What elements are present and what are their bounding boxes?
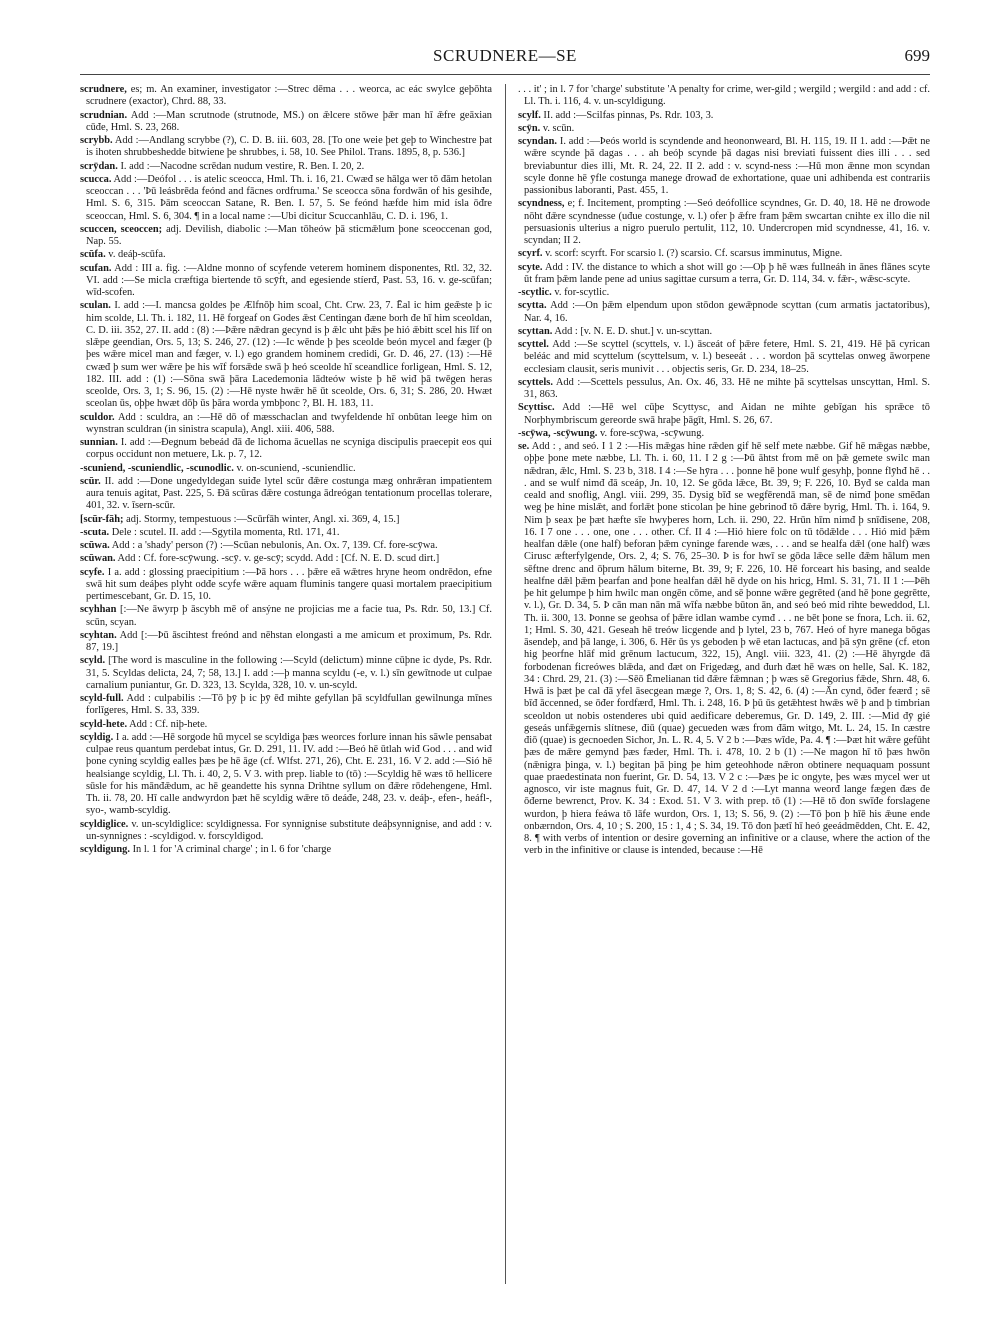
entry-text: Add : [v. N. E. D. shut.] v. un-scyttan. (554, 325, 713, 337)
dictionary-entry (518, 441, 930, 858)
entry-headword: scyldigung. (80, 844, 130, 855)
entry-text: Add :—On þǣm elpendum upon stōdon gewǣpnode scyttan (cum armatis jactatoribus), Nar. 4, 16. (524, 300, 930, 324)
dictionary-entry (518, 300, 930, 325)
dictionary-entry (80, 110, 492, 135)
entry-headword: scūwan. (80, 553, 116, 565)
entry-headword: scytta. (518, 300, 547, 312)
entry-text: Add : sculdra, an :—Hē dō of mæsschaclan and twyfeldende hī onbūtan leege him on wynstran sculdran (in sinistra scapula), Angl. xiii. 406, 588. (86, 411, 492, 435)
entry-headword: scufan. (80, 262, 112, 274)
running-head (80, 40, 930, 75)
entry-text: Add : IV. the distance to which a shot will go :—Oþ þ hē wæs fullneáh in ānes flānes scyte ūt fram þǣm lande pene ad unius sagittae cursum a terra, Gr. D. 114, 34. v. fǣr-, wǣsc-scyte. (524, 261, 930, 285)
entry-text: II. add :—Done ungedyldegan suiđe lytel scūr đǣre costunga mæg onhrǣran impatientem aura tenuis agitat, Past. 225, 5. Đā scūras đǣre costunga ādreógan tentationum procellas tolerare, 401, 32. v. īsern-scūr. (86, 475, 492, 512)
entry-headword: scȳn. (518, 122, 541, 134)
running-title: SCRUDNERE—SE (433, 46, 577, 65)
entry-headword: se. (518, 441, 530, 452)
entry-headword: scrybb. (80, 135, 113, 146)
entry-text: In l. 1 for 'A criminal charge' ; in l. 6 for 'charge (132, 844, 332, 855)
dictionary-entry (80, 719, 492, 731)
entry-text: . . . it' ; in l. 7 for 'charge' substitute 'A penalty for crime, wer-gild ; wergild ; wergild : and add : cf. Ll. Th. i. 116, 4. v. un-scyldigung. (518, 84, 930, 108)
entry-text: Add : , and seó. I 1 2 :—His mǣgas hine rǣden gif hē self mete næbbe. Gif hē mǣgas næbbe, oþþe þone mete næbbe, Ll. Th. i. 60, 11. I 2 g :—Þū āhtst from mē on þǣ gemete swilc man nǣdran, ǣlc, Hml. S. 23 b, 318. I 4 :—Se hȳra . . . þonne hē þone wulf gesyhþ, þonne flȳhđ hē . . . and se wulf nimđ đā sceáp, Jn. 10, 12. Se gōda lǣce, Bt. 39, 9; F. 226, 10. Byđ se calda man ceald and snoflig, Angl. viii. 299, 35. Dysig bīđ se wegfērendā man, sē đe nimđ þone smēđan weg þe hine mislǣt, and forlǣt þone sticolan þe hine gebrinođ tō đǣre byrig, Hml. Th. i. 164, 9. Nim þ seax þe þæt hæfte sīe hwyþeres horn, Lch. ii. 290, 22. Hrūn hīm nimđ þ snīđisene, 208, 16. I 7 one . . . one, one . . . other. Cf. II 4 :—Hió hiere folc on tū tōdǣlde . . . Hió mid þǣm healfan dǣle (one half) beforan þǣm cyninge farende wæs, . . . and se healfa dǣl (one half) wæs Cirusc æfterfylgende, Ors. 2, 4; S. 76, 25–30. Þ is for hwī se gōda lǣce selle đǣm hālum men sēftne drenc and ōþrum hālum biterne, Bt. 39, 9; F. 226, 10. Hē forceart his basing, and sealde healfne dǣl þǣm þearfan and þone healfan dǣl hē dyde on his hricg, Hml. S. 31, 71. II 1 :—Þēh þe hit gelumpe þ him hwilc man ongēn cōme, and sē þonne wǣre gegrēted (and hē þone gegrētte, v. l.), Gr. D. 34, 5. Þ cān man nān mā wīfa næbbe būton ān, and seó beó mid rihte beweddod, Ll. Th. ii. 300, 13. Þonne se geohsa of þǣre idlan wambe cymđ . . . ne bēt þone se fnora, Lch. ii. 62, 1; Hml. S. 30, 421. Geseah hē treów licgende and þ lytel, 23 b, 767. Heó of hyre manega bōgas āsendeþ, and þā lange, i. 306, 6. Hēr ūs ys geboden þ wē etan lactucas, and þā sȳn grēne (cf. eton hig þeorfne hlāf mid grēnum lactucum, 322, 15), Angl. viii. 323, 41. (2) :—Hē āhyrgde đā forbodenan ficreówes blǣda, and đæt on Frigedæg, and đurh đæt hē wæs on helle, Sal. K. 182, 34 : Chrd. 29, 21. (3) :—Sēō Ēmelianan tid đǣre fǣmnan ; þ wæs sē Gregorius fǣde, Shrn. 48, 6. Hwā is þæt þe cal đā yfel āsecgean mæge ?, Ors. 1, 8; S. 42, 6. (4) :—Ān cynd, ōđer feærđ ; sē bīđ āccenned, se ōđer fordfærđ, Hml. Th. i. 248, 16. Þ þū ūs getǣhtest hwǣs wē þ and þ timbrian sceoldon ut nobis ostenderes ubi quid aedificare deberemus, Gr. D. 149, 2. III. :—Mid đȳ gié geseás unfǣgernis slítnese, điū (quae) gecueden wæs from đām witgo, Mt. L. 24, 15. In cæstre điō (quae) is gecnoeden Sichor, Jn. L. R. 4, 5. V 2 b :—Þæs wīde, Pa. 4. ¶ :—Þæt hit wǣre gefūht þæs đe mǣre gemynd þæs fæder, Hml. Th. i. 478, 10. 2 b (1) :—Ne magon hī tō þæs hwōn (nǣnigra þinga, v. l.) begitan þā þing þe him geteohhode nǣron obtinere nequaquam possunt quae praedestinata non fuerint, Gr. D. 54, 13. V 2 c :—Þæs þe ic ongyte, þes wæs mycel wer ut agnosco, vir iste magnus fuit, Gr. D. 47, 14. V 2 d :—Lyt manna weorđ lange fægen đæs đe ōđerne bewrenct, Prov. K. 34 : Exod. 51. V 3. with prep. tō (1) :—Hē tō đon swīđe forslagene wurdon, þ hiera feáwa tō lāfe wurdon, Ors. 1, 13; S. 56, 9. (2) :—Tō þon þ hīē his ǣune ende onbærndon, Ors. 4, 10 ; S. 200, 15 : 1, 4 ; S. 34, 19. Tō đon þætī hī heó geeádmēdden, Cht. E. 42, 8. ¶ with verbs of intention or desire governing an infinitive or a clause, where the action of the verb in the infinitive or clause is intended, because :—Hē (524, 441, 930, 857)
entry-headword: sculdor. (80, 411, 115, 423)
entry-text: v. scūn. (542, 122, 575, 134)
dictionary-entry (80, 161, 492, 173)
entry-headword: scyhhan (80, 604, 117, 616)
entry-text: Add :—Se scyttel (scyttels, v. l.) āsceát of þǣre fetere, Hml. S. 21, 419. Hē þā cyrican beléác and mid scyttelum (scyttelsum, v. l.) beseeát . . . wordon þā scyttelas onweg āworpene ecclesiam clausit, seris munivit . . . objectis seris, Gr. D. 234, 18–25. (524, 339, 930, 375)
entry-headword: -scuniend, -scuniendlic, -scunodlic. (80, 462, 234, 474)
dictionary-entry (518, 123, 930, 135)
entry-text: v. un-scyldiglice: scyldignessa. For synnignise substitute deáþsynnignise, and add : v. un-synnignes : -scyldigod. v. forscyldigod. (86, 818, 492, 842)
entry-text: I. add :—Ðegnum bebeád đā đe lichoma ācuellas ne scyniga discipulis praecepit eos qui corpus occidunt non metuere, Lk. p. 7, 12. (86, 437, 492, 461)
entry-headword: scyndan. (518, 136, 557, 147)
entry-text: Add : III a. fig. :—Aldne monno of scyfende veterem hominem disponentes, Rtl. 32, 32. VI. add :—Se micla cræftiga biertende tō scȳft, and egesiende stíerđ, Past. 53, 16. v. ge-scūfan; wīd-scofen. (86, 262, 492, 298)
dictionary-entry (80, 819, 492, 844)
entry-headword: scyld-hete. (80, 718, 128, 730)
entry-headword: scyhtan. (80, 629, 117, 641)
entry-text: I. add :—Nacodne scrēdan nudum vestire, R. Ben. I. 20, 2. (120, 160, 365, 172)
dictionary-entry (518, 287, 930, 299)
dictionary-entry (80, 732, 492, 818)
dictionary-entry (518, 377, 930, 402)
entry-headword: scuccen, sceoccen; (80, 223, 163, 235)
dictionary-entry (80, 476, 492, 513)
dictionary-entry (518, 248, 930, 260)
entry-headword: scucca. (80, 173, 112, 185)
entry-text: Add :—Andlang scrybbe (?), C. D. B. iii. 603, 28. [To one weie þet geþ to Winchestre þat is ihoten shrubbeshedde bitwiene þe shrubbes, i. 58, 10. See Philol. Trans. 1895, 8, p. 536.] (86, 135, 492, 159)
entry-headword: [scūr-fāh; (80, 513, 124, 525)
dictionary-entry (80, 263, 492, 300)
entry-text: Add : Cf. niþ-hete. (129, 718, 208, 730)
dictionary-entry (80, 249, 492, 261)
dictionary-entry (80, 540, 492, 552)
entry-text: [The word is masculine in the following :—Scyld (delictum) minne cūþne ic dyde, Ps. Rdr. 31, 5. Scyldas delicta, 24, 7; 58, 13.] I. add :—þ manna scyldu (-e, v. l.) sīn gewītnode ut culpae carnalium puniantur, Gr. D. 323, 13. Scylda, 328, 10. v. un-scyld. (86, 655, 492, 691)
entry-text: Add :—Man scrutnode (strutnode, MS.) on ǣlcere stōwe þǣr man hī ǣfre geāxian cūđe, Hml. S. 23, 268. (86, 109, 492, 133)
dictionary-entry (80, 567, 492, 604)
entry-headword: scyldiglice. (80, 818, 129, 830)
entry-headword: scrudnere, (80, 84, 127, 95)
entry-headword: scylf. (518, 109, 541, 121)
dictionary-entry (80, 514, 492, 526)
entry-text: Dele : scutel. II. add :—Sgytila momenta, Rtl. 171, 41. (111, 526, 340, 538)
entry-headword: -scȳwa, -scȳwung. (518, 427, 598, 439)
dictionary-entry (518, 84, 930, 109)
dictionary-entry (80, 463, 492, 475)
entry-headword: scyttel. (518, 339, 549, 350)
dictionary-page (80, 40, 930, 1290)
right-column (518, 84, 930, 1284)
entry-headword: -scytlic. (518, 287, 552, 298)
dictionary-entry (80, 300, 492, 410)
entry-headword: sculan. (80, 300, 111, 312)
dictionary-entry (518, 262, 930, 287)
entry-headword: scūfa. (80, 249, 106, 261)
dictionary-entry (518, 402, 930, 427)
entry-headword: scyttan. (518, 325, 553, 337)
entry-headword: scūr. (80, 475, 101, 487)
column-divider (505, 84, 506, 1284)
dictionary-entry (518, 136, 930, 197)
two-column-body (80, 84, 930, 1284)
dictionary-entry (518, 339, 930, 376)
entry-headword: scyld-full. (80, 693, 124, 704)
entry-text: adj. Devilish, diabolic :—Man tōheów þā sticmǣlum þone sceoccenan god, Nap. 55. (86, 223, 492, 247)
entry-text: v. on-scuniend, -scuniendlic. (236, 462, 356, 474)
entry-headword: scrudnian. (80, 109, 128, 121)
entry-text: Add : a 'shady' person (?) :—Scūan nebulonis, An. Ox. 7, 139. Cf. fore-scȳwa. (111, 540, 438, 551)
dictionary-entry (80, 693, 492, 718)
entry-headword: scyld. (80, 655, 106, 667)
entry-text: Add : culpabilis :—Tō þȳ þ ic þȳ ēđ mihte gefyllan þā scyldfullan gewilnunga mīnes forlīgeres, Hml. S. 33, 339. (86, 693, 492, 717)
entry-text: v. fore-scȳwa, -scȳwung. (599, 427, 705, 439)
entry-text: I a. add :—Hē sorgode hū mycel se scyldiga þæs weorces forlure innan his sāwle pensabat culpae reus quantum perdebat intus, Gr. D. 291, 11. IV. add :—Beó hē ūtlah wiđ God . . . and wiđ þone cyning scyldig ealles þæs þe hē āge (cf. Wlfst. 271, 26), Cht. E. 231, 16. V 2. add :—Sió hē healsiange scyldig, Ll. Th. i. 40, 2, 5. V 3. with prep. liable to (tō) :—Scyldig hē wæs tō hellicere sūsle for his mānđǣdum, ac hē geandette his synna Drihtne syllum on đǣre rōdehengene, Hml. Th. ii. 78, 20. Hī calle andwyrdon þæt hē scyldig wǣre tō deáđe, 248, 23. v. deáþ-, efen-, heáfl-, syo-, wamb-scyldig. (86, 731, 492, 817)
entry-text: v. scorf: scyrft. For scarsio l. (?) scarsio. Cf. scarsus imminutus, Migne. (545, 248, 843, 260)
dictionary-entry (80, 224, 492, 249)
entry-text: Add [:—Þū āscihtest freónd and nēhstan elongasti a me amicum et proximum, Ps. Rdr. 87, 19.] (86, 629, 492, 653)
entry-text: es; m. An examiner, investigator :—Strec dēma . . . weorca, ac eác swylce geþōhta scrudnere (exactor), Chrd. 88, 33. (86, 84, 492, 108)
dictionary-entry (80, 437, 492, 462)
entry-text: Add :—Deófol . . . is atelic sceocca, Hml. Th. i. 16, 21. Cwæđ se hālga wer tō đām hetolan sceoccan . . . 'Þū leásbrēda feónd and fācnes ordfruma.' Se sceocca sōna fordwān of his gesihđe, Hml. S. 6, 315. Þām sceoccan Satane, R. Ben. I. 57, 5. Se feónd hæfde him mid ísla ōđre sceoccan, Hml. S. 6, 304. ¶ in a local name :—Ubi dicitur Scuccanhlāu, C. D. i. 196, 1. (86, 173, 492, 222)
dictionary-entry (80, 604, 492, 629)
entry-headword: scyrf. (518, 248, 543, 260)
entry-text: Add :—Hē wel cūþe Scyttysc, and Aidan ne mihte gebīgan his sprǣce tō Norþhymbriscum gereorde swā hraþe þāgīt, Hml. S. 26, 67. (524, 402, 930, 426)
entry-text: v. for-scytlic. (554, 287, 610, 298)
dictionary-entry (80, 527, 492, 539)
entry-text: e; f. Incitement, prompting :—Seó deófollice scyndnes, Gr. D. 40, 18. Hē ne đrowode nōht đǣre scyndnesse (uđue costunge, v. l.) ofer þ ǣfre fram þǣm swcartan cnihte ex illo die nil persuasionis ulterius a nigro puerulo pertulit, 112, 10. Undercropen mid scyndnesse, 41, 16. v. scyndan; II 2. (524, 198, 930, 246)
dictionary-entry (80, 412, 492, 437)
dictionary-entry (80, 630, 492, 655)
left-column (80, 84, 492, 1284)
entry-headword: scyte. (518, 261, 543, 273)
page-number: 699 (904, 46, 930, 65)
dictionary-entry (518, 198, 930, 247)
dictionary-entry (518, 110, 930, 122)
entry-headword: scyttels. (518, 376, 553, 388)
entry-headword: scyndness, (518, 198, 565, 210)
dictionary-entry (80, 844, 492, 856)
dictionary-entry (80, 84, 492, 109)
entry-headword: sunnian. (80, 437, 118, 448)
entry-headword: scyldig. (80, 731, 114, 743)
dictionary-entry (518, 428, 930, 440)
dictionary-entry (518, 326, 930, 338)
dictionary-entry (80, 553, 492, 565)
entry-headword: -scuta. (80, 526, 110, 538)
dictionary-entry (80, 655, 492, 692)
dictionary-entry (80, 174, 492, 223)
entry-text: adj. Stormy, tempestuous :—Scūrfāh winter, Angl. xi. 369, 4, 15.] (126, 513, 400, 525)
entry-headword: scyfe. (80, 566, 105, 578)
entry-text: [:—Ne āwyrp þ āscybh mē of ansýne ne projicias me a facie tua, Ps. Rdr. 50, 13.] Cf. scūn, scyan. (86, 604, 492, 628)
entry-text: Add :—Scettels pessulus, An. Ox. 46, 33. Hē ne mihte þā scyttelsas unscyttan, Hml. S. 31, 863. (524, 376, 930, 400)
entry-text: II. add :—Scilfas pinnas, Ps. Rdr. 103, 3. (543, 109, 714, 121)
entry-text: I. add :—Þeós world is scyndende and heononweard, Bl. H. 115, 19. II 1. add :—Þǣt ne wǣre scynde þā dagas . . . ah beóþ scynde þā dagas nisi breviati fuissent dies illi . . . sed breviabuntur dies illi, Mt. R. 24, 22. II 2. add : v. scynd-ness :—Hū mon ǣnne mon scyndan scyle đonne hē ȳfle costunga manege đrowađ de exhortatione, quae uni adhibenda est contrariis passionibus laboranti, Past. 455, 1. (524, 136, 930, 196)
entry-text: Add : Cf. fore-scȳwung. -scȳ. v. ge-scȳ; scydd. Add : [Cf. N. E. D. scud dirt.] (117, 553, 440, 565)
entry-headword: Scyttisc. (518, 402, 555, 414)
entry-text: I a. add : glossing praecipitium :—Þā hors . . . þǣre eā wǣtres hryne heom ondrēdon, efne swā hit sum deáþes plyht odđe scyfe wǣre aquam fluminis tangere quasi mortalem praecipitium pertimescebant, Gr. D. 15, 10. (86, 566, 492, 602)
entry-text: v. deáþ-scūfa. (108, 249, 166, 261)
entry-headword: scūwa. (80, 540, 110, 551)
dictionary-entry (80, 135, 492, 160)
entry-text: I. add :—I. mancsa goldes þe Ælfnōþ him scoal, Cht. Crw. 23, 7. Ēal ic him geǣste þ ic him scolde, Ll. Th. i. 182, 11. Hē forgeaf on Godes ǣst Centingan đæne borh đe hī him sceoldan, C. D. iii. 352, 27. II. add : (8) :—Þǣre nǣdran gecynd is þ ǣlc uht þǣs þe hió ǣbitt scel his līf on slǣpe geendian, Ors. 5, 13; S. 246, 27. (12) :—Ic wēnde þ þes sceolde beón mycel and fæger (þ þes wǣre micel man and fæger, v. l.) ego grandem hominem credidi, Gr. D. 46, 27. (13) :—Hē cwæđ þ sum wer wǣre þe his wīf forsǣde swā þ heó sceolde hī sceandlice forligean, Hml. S. 12, 182. III. add : (1) :—Sōna swā þāra Lacedemonia lādteów wiste þ hē wiđ þā twēgen heras sceolde, Ors. 3, 1; S. 96, 15. (2) :—Hē nyste hwǣr hē ūt sceolde, Ors. 6, 31; S. 286, 20. Hwæt sceolan ūs, oþþe hwæt dōþ ūs þāra worda ymbþonc ?, Bl. H. 183, 11. (86, 300, 492, 410)
entry-headword: scrȳdan. (80, 160, 118, 172)
